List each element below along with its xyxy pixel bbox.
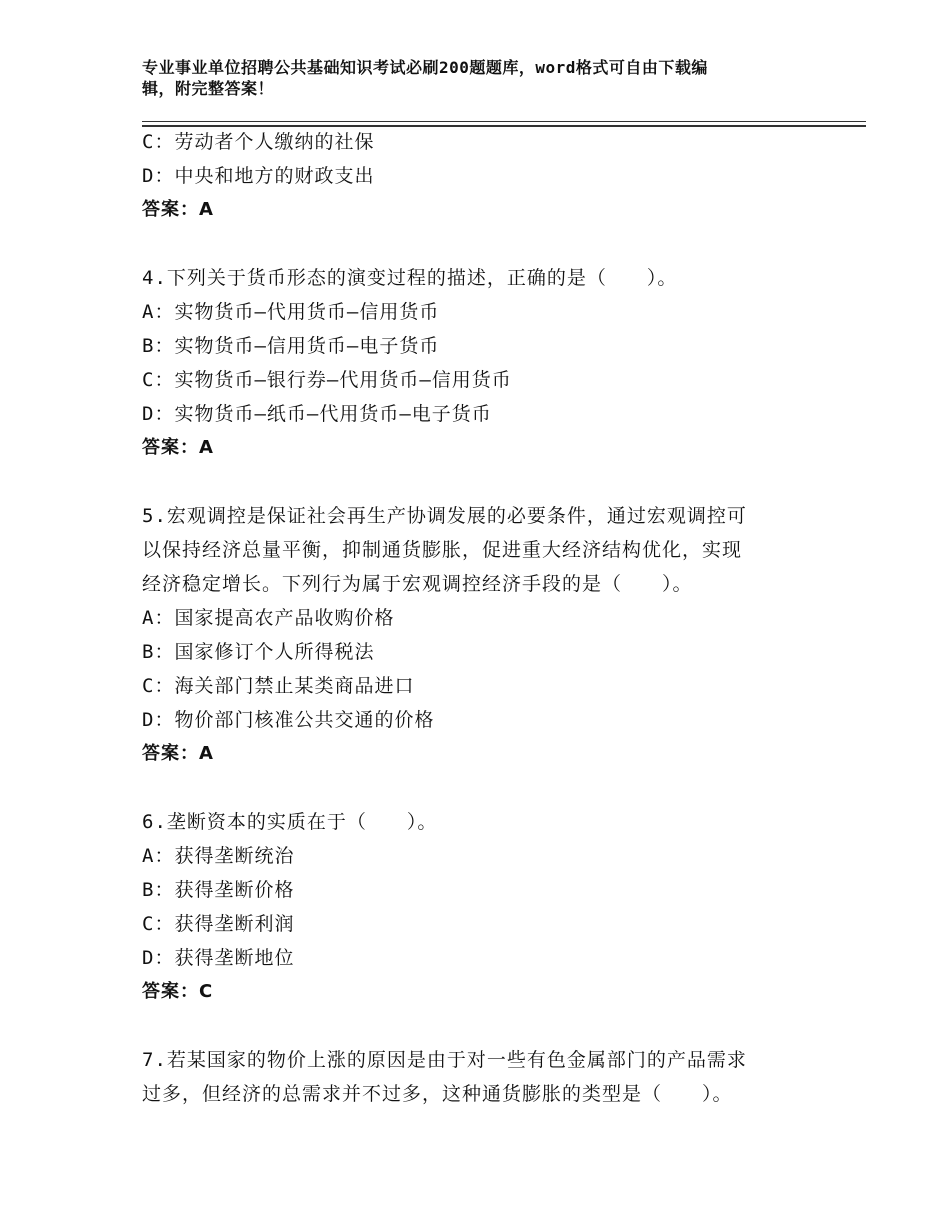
option-d: D：中央和地方的财政支出 (142, 165, 375, 187)
question-stem: 经济稳定增长。下列行为属于宏观调控经济手段的是（ ）。 (142, 573, 693, 595)
answer: 答案：C (142, 981, 214, 1002)
answer: 答案：A (142, 437, 214, 458)
page-header (142, 57, 802, 99)
question-content (142, 125, 822, 1111)
option-c: C：获得垄断利润 (142, 913, 295, 935)
option-a: A：国家提高农产品收购价格 (142, 607, 395, 629)
question-stem: 7.若某国家的物价上涨的原因是由于对一些有色金属部门的产品需求 (142, 1049, 747, 1071)
option-c: C：实物货币—银行券—代用货币—信用货币 (142, 369, 512, 391)
question-4 (142, 261, 822, 465)
option-c: C：海关部门禁止某类商品进口 (142, 675, 415, 697)
option-d: D：实物货币—纸币—代用货币—电子货币 (142, 403, 492, 425)
option-c: C：劳动者个人缴纳的社保 (142, 131, 375, 153)
option-a: A：获得垄断统治 (142, 845, 295, 867)
option-d: D：获得垄断地位 (142, 947, 295, 969)
option-b: B：实物货币—信用货币—电子货币 (142, 335, 440, 357)
question-5 (142, 499, 822, 771)
option-b: B：国家修订个人所得税法 (142, 641, 375, 663)
option-a: A：实物货币—代用货币—信用货币 (142, 301, 440, 323)
option-b: B：获得垄断价格 (142, 879, 295, 901)
question-7 (142, 1043, 822, 1111)
answer: 答案：A (142, 743, 214, 764)
header-line-2: 辑，附完整答案！ (142, 79, 275, 98)
question-stem: 以保持经济总量平衡，抑制通货膨胀，促进重大经济结构优化，实现 (142, 539, 743, 561)
answer: 答案：A (142, 199, 214, 220)
prev-question (142, 125, 822, 227)
header-divider (142, 121, 866, 122)
option-d: D：物价部门核准公共交通的价格 (142, 709, 435, 731)
question-stem: 6.垄断资本的实质在于（ ）。 (142, 811, 438, 833)
question-6 (142, 805, 822, 1009)
question-stem: 5.宏观调控是保证社会再生产协调发展的必要条件，通过宏观调控可 (142, 505, 747, 527)
header-line-1: 专业事业单位招聘公共基础知识考试必刷200题题库，word格式可自由下载编 (142, 58, 708, 77)
question-stem: 4.下列关于货币形态的演变过程的描述，正确的是（ ）。 (142, 267, 678, 289)
question-stem: 过多，但经济的总需求并不过多，这种通货膨胀的类型是（ ）。 (142, 1083, 733, 1105)
